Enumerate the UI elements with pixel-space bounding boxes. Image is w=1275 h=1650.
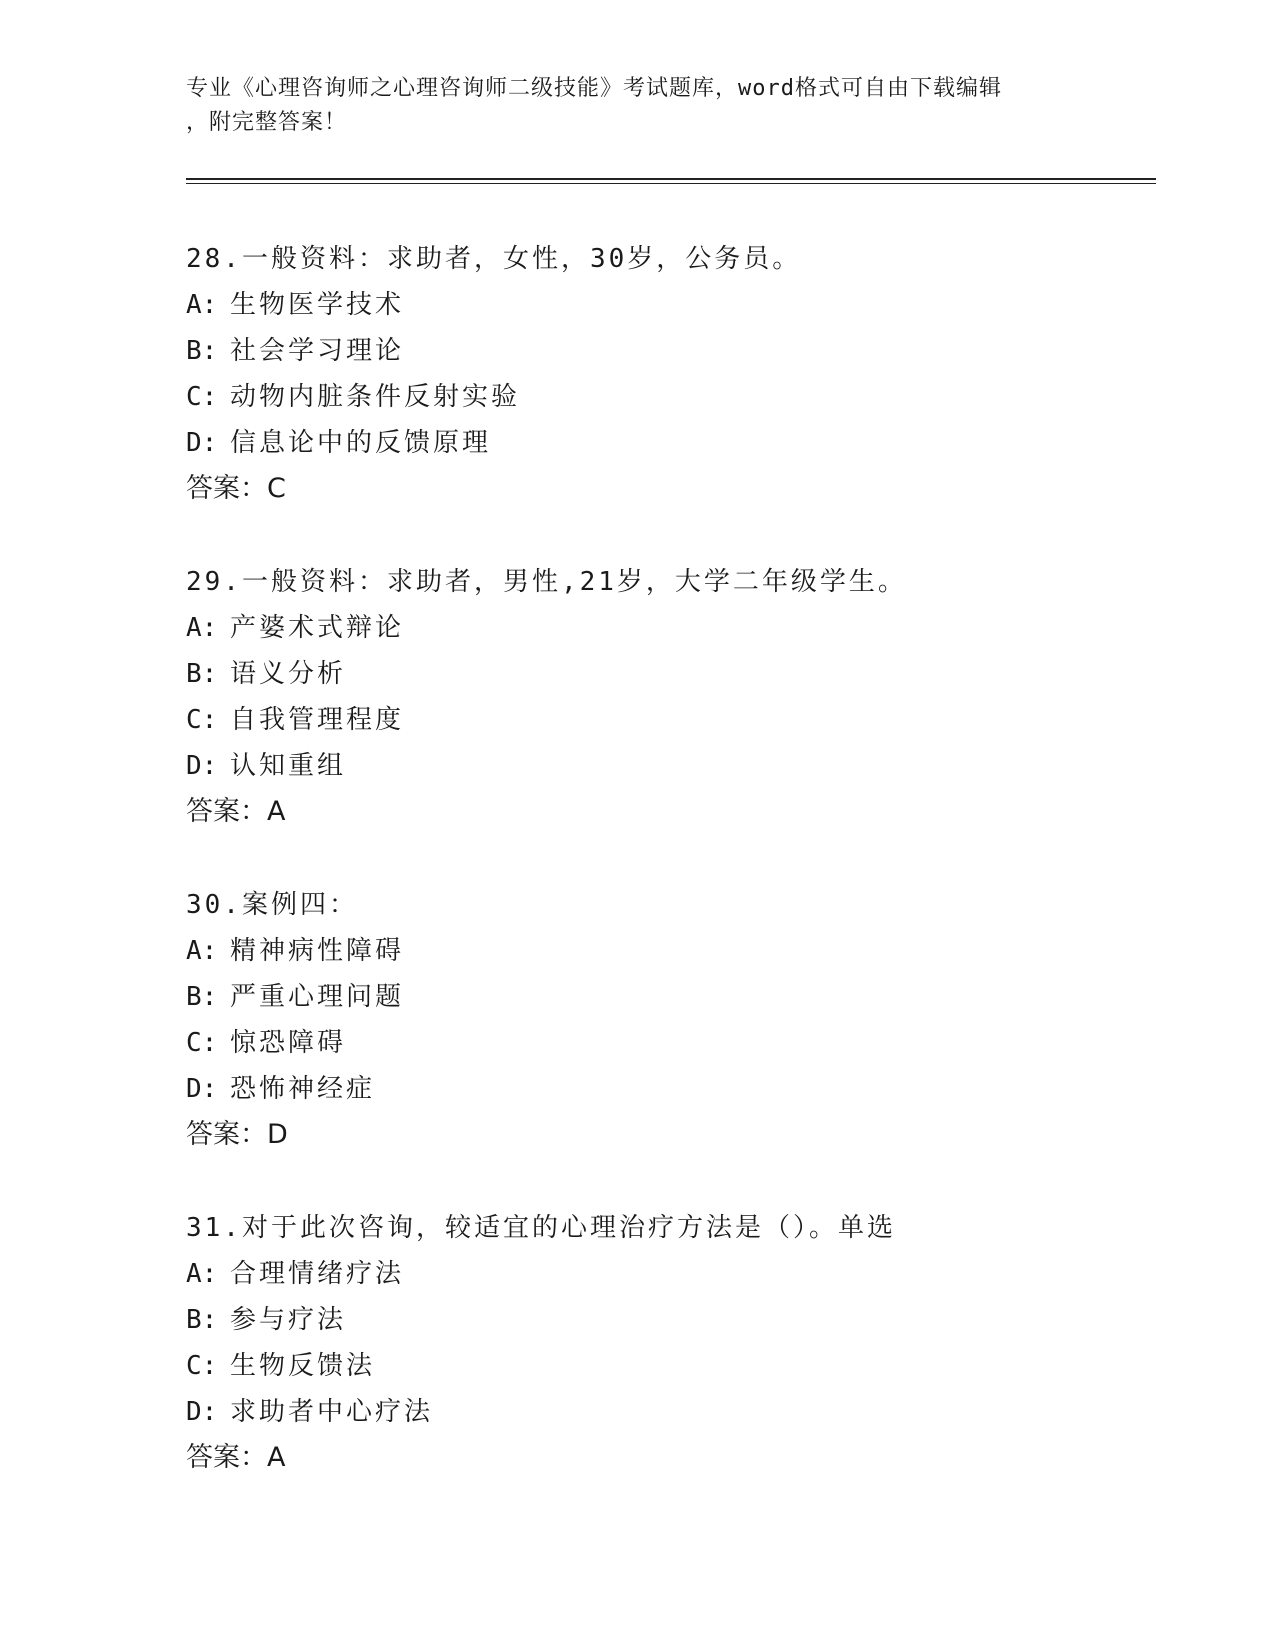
option-c <box>186 374 1146 420</box>
option-text: 自我管理程度 <box>230 705 405 735</box>
option-letter: A: <box>186 936 218 966</box>
option-a <box>186 1251 1146 1297</box>
option-text: 恐怖神经症 <box>230 1074 376 1104</box>
answer-line: 答案：A <box>186 796 286 827</box>
option-letter: C: <box>186 705 218 735</box>
question-stem: 31.对于此次咨询，较适宜的心理治疗方法是（）。单选 <box>186 1213 896 1243</box>
option-text: 求助者中心疗法 <box>230 1397 434 1427</box>
header-line-2: ，附完整答案！ <box>186 110 348 135</box>
option-text: 参与疗法 <box>230 1305 347 1335</box>
option-c <box>186 1020 1146 1066</box>
option-d <box>186 1389 1146 1435</box>
header-line-1: 专业《心理咨询师之心理咨询师二级技能》考试题库，word格式可自由下载编辑 <box>186 76 1002 101</box>
option-c <box>186 1343 1146 1389</box>
option-a <box>186 928 1146 974</box>
option-letter: A: <box>186 613 218 643</box>
question-stem: 28.一般资料：求助者，女性，30岁，公务员。 <box>186 244 802 274</box>
option-letter: C: <box>186 1028 218 1058</box>
option-letter: B: <box>186 336 218 366</box>
option-c <box>186 697 1146 743</box>
question-list <box>186 236 1146 1528</box>
option-text: 生物反馈法 <box>230 1351 376 1381</box>
option-text: 生物医学技术 <box>230 290 405 320</box>
option-a <box>186 605 1146 651</box>
question-30 <box>186 882 1146 1158</box>
option-text: 认知重组 <box>230 751 347 781</box>
option-text: 语义分析 <box>230 659 347 689</box>
option-b <box>186 1297 1146 1343</box>
option-letter: A: <box>186 1259 218 1289</box>
option-d <box>186 1066 1146 1112</box>
question-29 <box>186 559 1146 835</box>
option-text: 产婆术式辩论 <box>230 613 405 643</box>
option-b <box>186 328 1146 374</box>
option-letter: D: <box>186 751 218 781</box>
option-letter: C: <box>186 382 218 412</box>
option-letter: D: <box>186 1397 218 1427</box>
option-b <box>186 974 1146 1020</box>
option-text: 社会学习理论 <box>230 336 405 366</box>
option-text: 合理情绪疗法 <box>230 1259 405 1289</box>
option-letter: C: <box>186 1351 218 1381</box>
option-text: 动物内脏条件反射实验 <box>230 382 521 412</box>
option-text: 信息论中的反馈原理 <box>230 428 492 458</box>
option-d <box>186 420 1146 466</box>
option-letter: B: <box>186 982 218 1012</box>
answer-line: 答案：A <box>186 1442 286 1473</box>
option-a <box>186 282 1146 328</box>
option-text: 惊恐障碍 <box>230 1028 347 1058</box>
option-letter: B: <box>186 659 218 689</box>
option-text: 精神病性障碍 <box>230 936 405 966</box>
option-text: 严重心理问题 <box>230 982 405 1012</box>
option-b <box>186 651 1146 697</box>
document-header <box>186 72 1086 140</box>
question-stem: 29.一般资料：求助者，男性,21岁，大学二年级学生。 <box>186 567 907 597</box>
question-stem: 30.案例四： <box>186 890 358 920</box>
question-31 <box>186 1205 1146 1481</box>
answer-line: 答案：D <box>186 1119 288 1150</box>
option-d <box>186 743 1146 789</box>
option-letter: B: <box>186 1305 218 1335</box>
answer-line: 答案：C <box>186 473 286 504</box>
question-28 <box>186 236 1146 512</box>
header-divider <box>186 178 1156 184</box>
option-letter: D: <box>186 1074 218 1104</box>
option-letter: A: <box>186 290 218 320</box>
option-letter: D: <box>186 428 218 458</box>
